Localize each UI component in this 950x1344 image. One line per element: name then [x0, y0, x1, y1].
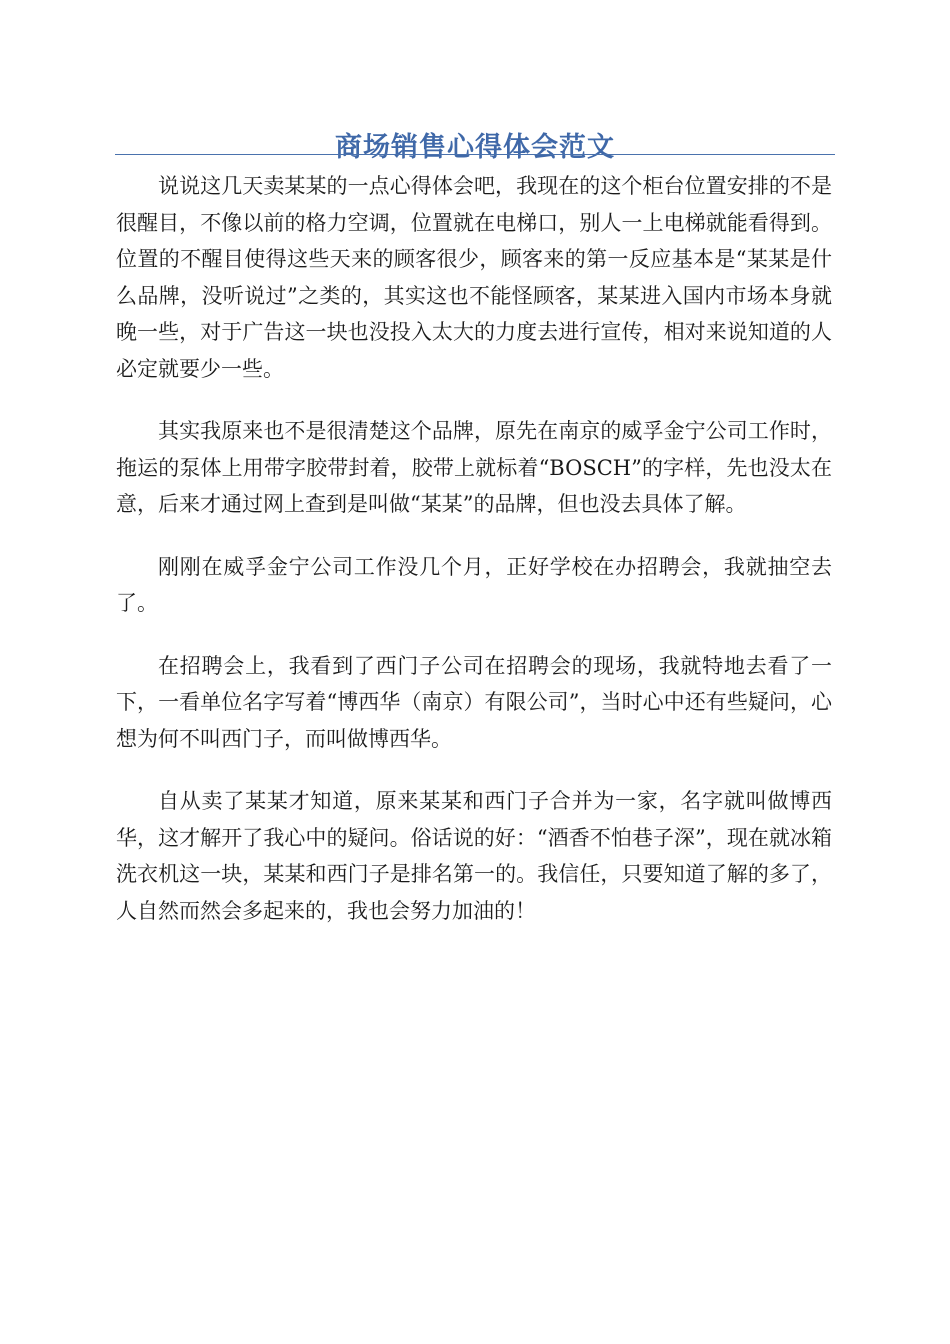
paragraph-1: 说说这几天卖某某的一点心得体会吧，我现在的这个柜台位置安排的不是很醒目，不像以前的格力空调，位置就在电梯口，别人一上电梯就能看得到。位置的不醒目使得这些天来的顾客很少，顾客来的第一反应基本是“某某是什么品牌，没听说过”之类的，其实这也不能怪顾客，某某进入国内市场本身就晚一些，对于广告这一块也没投入太大的力度去进行宣传，相对来说知道的人必定就要少一些。 [116, 174, 832, 381]
document-body [116, 168, 832, 955]
paragraph-4: 在招聘会上，我看到了西门子公司在招聘会的现场，我就特地去看了一下，一看单位名字写着“博西华（南京）有限公司”，当时心中还有些疑问，心想为何不叫西门子，而叫做博西华。 [116, 653, 832, 751]
paragraph-5: 自从卖了某某才知道，原来某某和西门子合并为一家，名字就叫做博西华，这才解开了我心中的疑问。俗话说的好：“酒香不怕巷子深”，现在就冰箱洗衣机这一块，某某和西门子是排名第一的。我信任，只要知道了解的多了，人自然而然会多起来的，我也会努力加油的！ [116, 789, 832, 923]
paragraph-2: 其实我原来也不是很清楚这个品牌，原先在南京的威孚金宁公司工作时，拖运的泵体上用带字胶带封着，胶带上就标着“BOSCH”的字样，先也没太在意，后来才通过网上查到是叫做“某某”的品牌，但也没去具体了解。 [116, 419, 832, 516]
title-underline [115, 154, 835, 155]
page-title: 商场销售心得体会范文 [335, 132, 615, 164]
paragraph-3: 刚刚在威孚金宁公司工作没几个月，正好学校在办招聘会，我就抽空去了。 [116, 554, 832, 615]
